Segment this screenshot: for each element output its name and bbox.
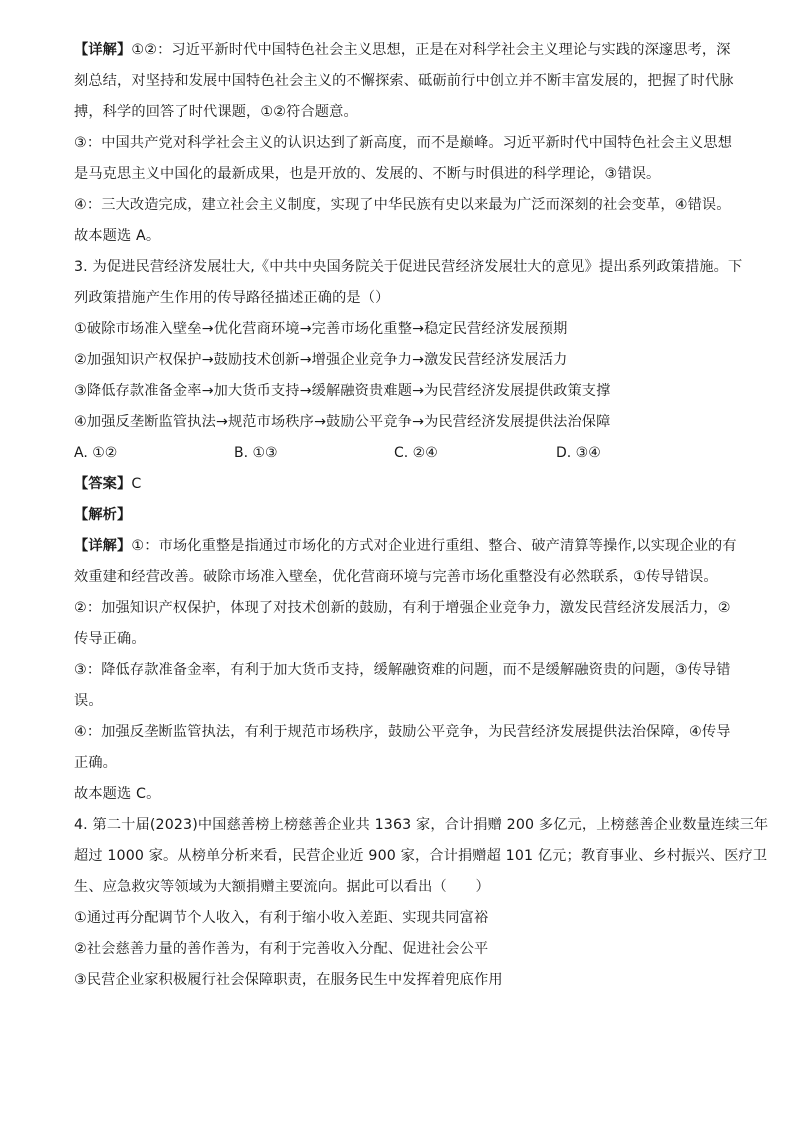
text-line-l28 [74, 877, 726, 897]
line-text: 生、应急救灾等领域为大额捐赠主要流向。据此可以看出（ ） [74, 879, 490, 895]
text-line-l25 [74, 784, 726, 804]
line-text: 正确。 [74, 755, 118, 771]
text-line-l31 [74, 970, 726, 990]
line-text: ④：三大改造完成，建立社会主义制度，实现了中华民族有史以来最为广泛而深刻的社会变革，④错误。 [74, 197, 731, 213]
line-text: 列政策措施产生作用的传导路径描述正确的是（） [74, 290, 390, 306]
text-line-l22 [74, 691, 726, 711]
text-line-l8 [74, 257, 743, 277]
line-text: 刻总结，对坚持和发展中国特色社会主义的不懈探索、砥砺前行中创立并不断丰富发展的，把握了时代脉 [74, 73, 734, 89]
line-text: ①通过再分配调节个人收入，有利于缩小收入差距、实现共同富裕 [74, 910, 489, 926]
text-line-l11 [74, 350, 726, 370]
section-tag: 【解析】 [74, 507, 132, 523]
line-text: 误。 [74, 693, 103, 709]
option-c: C. ②④ [394, 445, 438, 461]
line-text: ①②：习近平新时代中国特色社会主义思想，正是在对科学社会主义理论与实践的深邃思考，深 [131, 42, 731, 58]
text-line-l6 [74, 195, 731, 215]
text-line-l7 [74, 226, 726, 246]
line-text: 传导正确。 [74, 631, 146, 647]
text-line-l27 [74, 846, 768, 866]
line-text: ③：降低存款准备金率，有利于加大货币支持，缓解融资难的问题，而不是缓解融资贵的问题，③传导错 [74, 662, 731, 678]
option-d: D. ③④ [556, 445, 601, 461]
section-tag: 【详解】 [74, 42, 132, 58]
text-line-l5 [74, 164, 726, 184]
text-line-l18 [74, 567, 726, 587]
text-line-l17 [74, 536, 737, 556]
text-line-l24 [74, 753, 726, 773]
text-line-l3 [74, 102, 726, 122]
line-text: 故本题选 C。 [74, 786, 161, 802]
section-tag: 【答案】 [74, 476, 132, 492]
text-line-l10 [74, 319, 726, 339]
text-line-l30 [74, 939, 726, 959]
text-line-l9 [74, 288, 726, 308]
text-line-l29 [74, 908, 726, 928]
line-text: 4. 第二十届(2023)中国慈善榜上榜慈善企业共 1363 家，合计捐赠 200 多亿元，上榜慈善企业数量连续三年 [74, 817, 769, 833]
line-text: 3. 为促进民营经济发展壮大,《中共中央国务院关于促进民营经济发展壮大的意见》提出系列政策措施。下 [74, 259, 743, 275]
text-line-l2 [74, 71, 734, 91]
section-tag: 【详解】 [74, 538, 132, 554]
line-text: 是马克思主义中国化的最新成果，也是开放的、发展的、不断与时俱进的科学理论，③错误。 [74, 166, 661, 182]
line-text: ②：加强知识产权保护，体现了对技术创新的鼓励，有利于增强企业竞争力，激发民营经济发展活力，② [74, 600, 731, 616]
line-text: ③降低存款准备金率→加大货币支持→缓解融资贵难题→为民营经济发展提供政策支撑 [74, 383, 611, 399]
text-line-l20 [74, 629, 726, 649]
text-line-l19 [74, 598, 731, 618]
text-line-l1 [74, 40, 731, 60]
text-line-l13 [74, 412, 726, 432]
option-b: B. ①③ [234, 445, 278, 461]
line-text: ④加强反垄断监管执法→规范市场秩序→鼓励公平竞争→为民营经济发展提供法治保障 [74, 414, 611, 430]
line-text: 搏，科学的回答了时代课题，①②符合题意。 [74, 104, 358, 120]
line-text: ②社会慈善力量的善作善为，有利于完善收入分配、促进社会公平 [74, 941, 489, 957]
text-line-l12 [74, 381, 726, 401]
line-text: ②加强知识产权保护→鼓励技术创新→增强企业竞争力→激发民营经济发展活力 [74, 352, 568, 368]
line-text: 故本题选 A。 [74, 228, 161, 244]
text-line-l21 [74, 660, 731, 680]
option-a: A. ①② [74, 445, 118, 461]
line-text: ③：中国共产党对科学社会主义的认识达到了新高度，而不是巅峰。习近平新时代中国特色社会主义思想 [74, 135, 733, 151]
line-text: ④：加强反垄断监管执法，有利于规范市场秩序，鼓励公平竞争，为民营经济发展提供法治保障，④传导 [74, 724, 731, 740]
text-line-l4 [74, 133, 733, 153]
line-text: ①：市场化重整是指通过市场化的方式对企业进行重组、整合、破产清算等操作,以实现企业的有 [131, 538, 737, 554]
line-text: ③民营企业家积极履行社会保障职责，在服务民生中发挥着兜底作用 [74, 972, 503, 988]
line-text: 超过 1000 家。从榜单分析来看，民营企业近 900 家，合计捐赠超 101 亿元；教育事业、乡村振兴、医疗卫 [74, 848, 768, 864]
line-text: 效重建和经营改善。破除市场准入壁垒，优化营商环境与完善市场化重整没有必然联系，①传导错误。 [74, 569, 718, 585]
text-line-l26 [74, 815, 769, 835]
text-line-l15 [74, 474, 726, 494]
text-line-l16 [74, 505, 726, 525]
line-text: ①破除市场准入壁垒→优化营商环境→完善市场化重整→稳定民营经济发展预期 [74, 321, 568, 337]
text-line-l23 [74, 722, 731, 742]
line-text: C [131, 476, 142, 492]
